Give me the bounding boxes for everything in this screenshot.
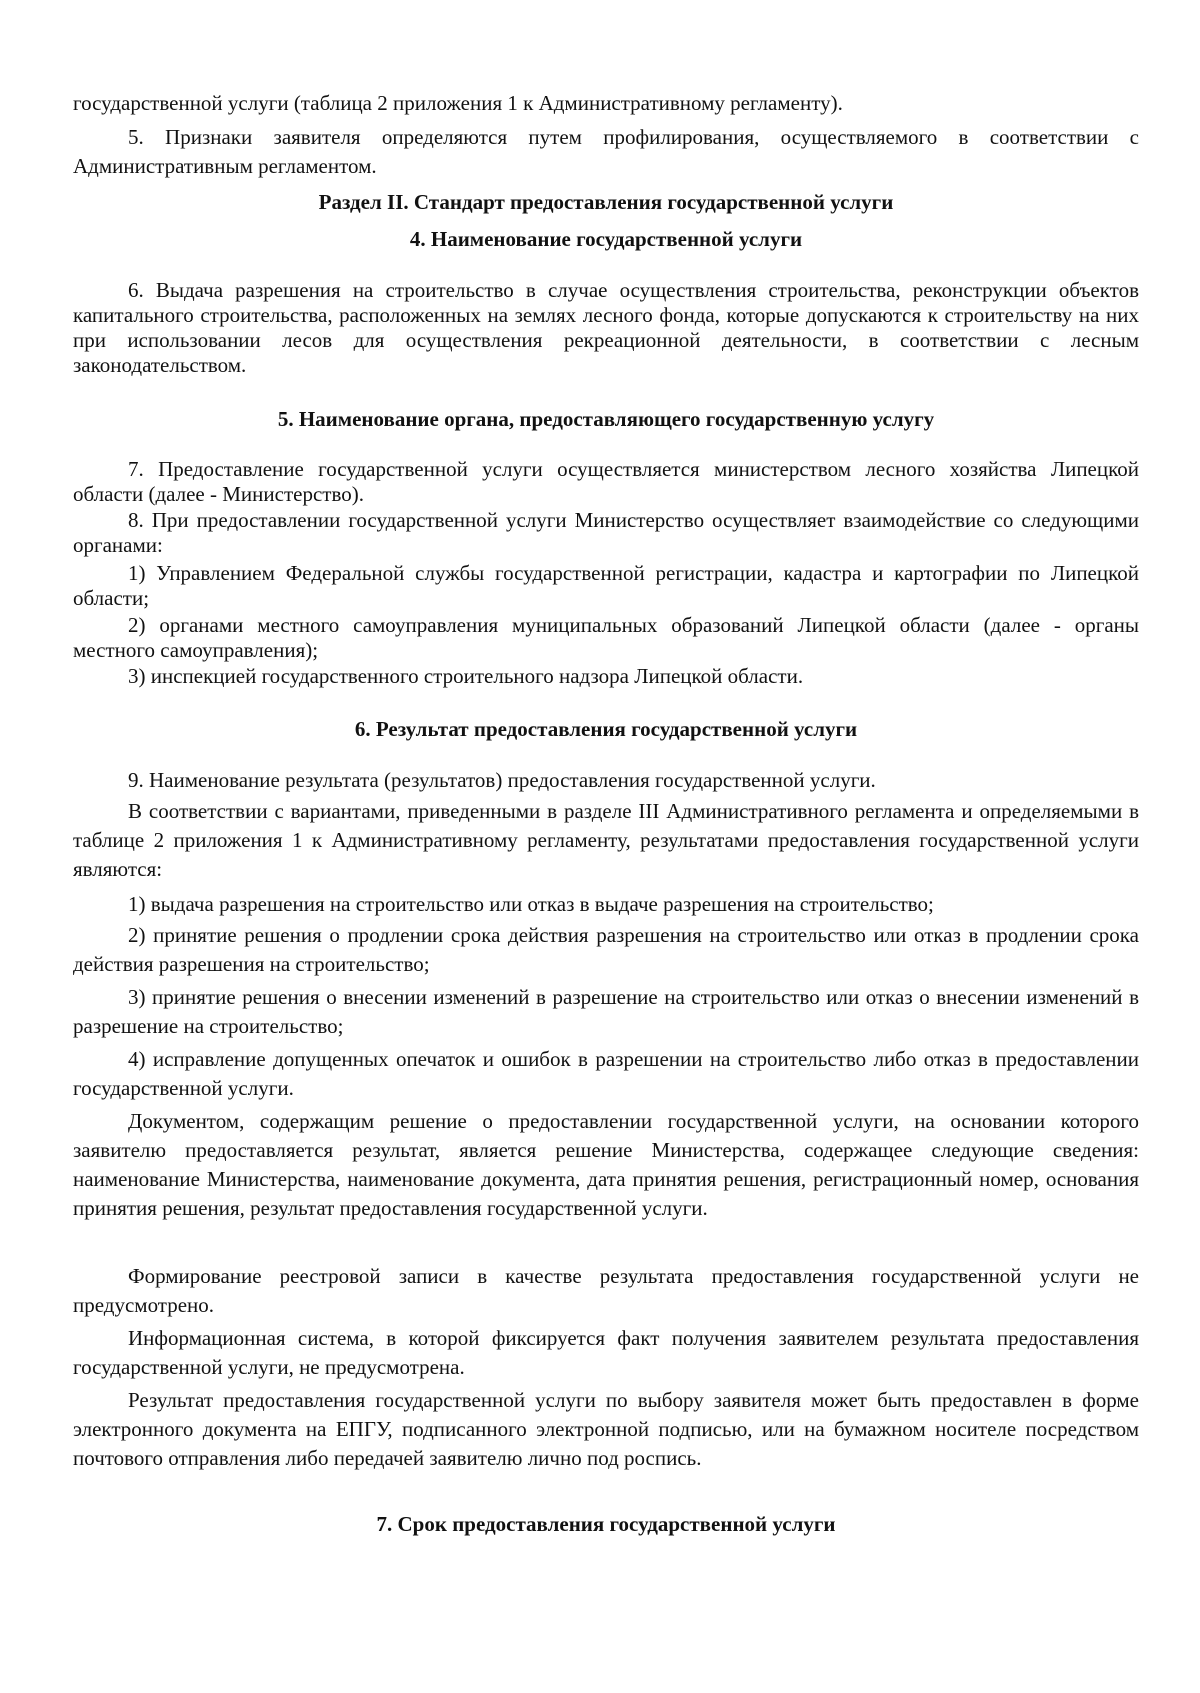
paragraph-9-item-1: 1) выдача разрешения на строительство или отказ в выдаче разрешения на строительство; [128,892,934,916]
paragraph-9-intro: В соответствии с вариантами, приведенными в разделе III Административного регламента и определяемыми в таблице 2 приложения 1 к Административному регламенту, результатами предоставления государственной услуги являются: [73,799,1139,881]
heading-5: 5. Наименование органа, предоставляющего государственную услугу [277,407,935,431]
heading-6: 6. Результат предоставления государственной услуги [354,717,858,741]
paragraph-8-item-1: 1) Управлением Федеральной службы государственной регистрации, кадастра и картографии по Липецкой области; [73,561,1139,610]
paragraph-intro-tail: государственной услуги (таблица 2 приложения 1 к Административному регламенту). [73,91,843,115]
paragraph-9-item-3: 3) принятие решения о внесении изменений в разрешение на строительство или отказ о внесении изменений в разрешение на строительство; [73,985,1139,1038]
paragraph-8: 8. При предоставлении государственной услуги Министерство осуществляет взаимодействие со следующими органами: [73,508,1139,557]
heading-7: 7. Срок предоставления государственной услуги [376,1512,836,1536]
paragraph-8-item-3: 3) инспекцией государственного строительного надзора Липецкой области. [128,664,804,688]
paragraph-document: Документом, содержащим решение о предоставлении государственной услуги, на основании которого заявителю предоставляется результат, является решение Министерства, содержащее следующие сведения: наименование Министерства, наименование документа, дата принятия решения, регистрационный номер, основания принятия решения, результат предоставления государственной услуги. [73,1109,1139,1220]
heading-4: 4. Наименование государственной услуги [409,227,803,251]
paragraph-6: 6. Выдача разрешения на строительство в случае осуществления строительства, реконструкции объектов капитального строительства, расположенных на землях лесного фонда, которые допускаются к строительству на них при использовании лесов для осуществления рекреационной деятельности, в соответствии с лесным законодательством. [73,278,1139,377]
section-2-title: Раздел II. Стандарт предоставления государственной услуги [318,190,894,214]
paragraph-9-item-4: 4) исправление допущенных опечаток и ошибок в разрешении на строительство либо отказ в предоставлении государственной услуги. [73,1047,1139,1100]
paragraph-infosys: Информационная система, в которой фиксируется факт получения заявителем результата предоставления государственной услуги, не предусмотрена. [73,1326,1139,1379]
paragraph-9: 9. Наименование результата (результатов) предоставления государственной услуги. [128,768,876,792]
paragraph-result-form: Результат предоставления государственной услуги по выбору заявителя может быть предоставлен в форме электронного документа на ЕПГУ, подписанного электронной подписью, или на бумажном носителе посредством почтового отправления либо передачей заявителю лично под роспись. [73,1388,1139,1470]
paragraph-9-item-2: 2) принятие решения о продлении срока действия разрешения на строительство или отказ в продлении срока действия разрешения на строительство; [73,923,1139,976]
paragraph-registry: Формирование реестровой записи в качестве результата предоставления государственной услуги не предусмотрено. [73,1264,1139,1317]
paragraph-7: 7. Предоставление государственной услуги осуществляется министерством лесного хозяйства Липецкой области (далее - Министерство). [73,457,1139,506]
paragraph-5: 5. Признаки заявителя определяются путем профилирования, осуществляемого в соответствии с Административным регламентом. [73,125,1139,178]
paragraph-8-item-2: 2) органами местного самоуправления муниципальных образований Липецкой области (далее - органы местного самоуправления); [73,613,1139,662]
